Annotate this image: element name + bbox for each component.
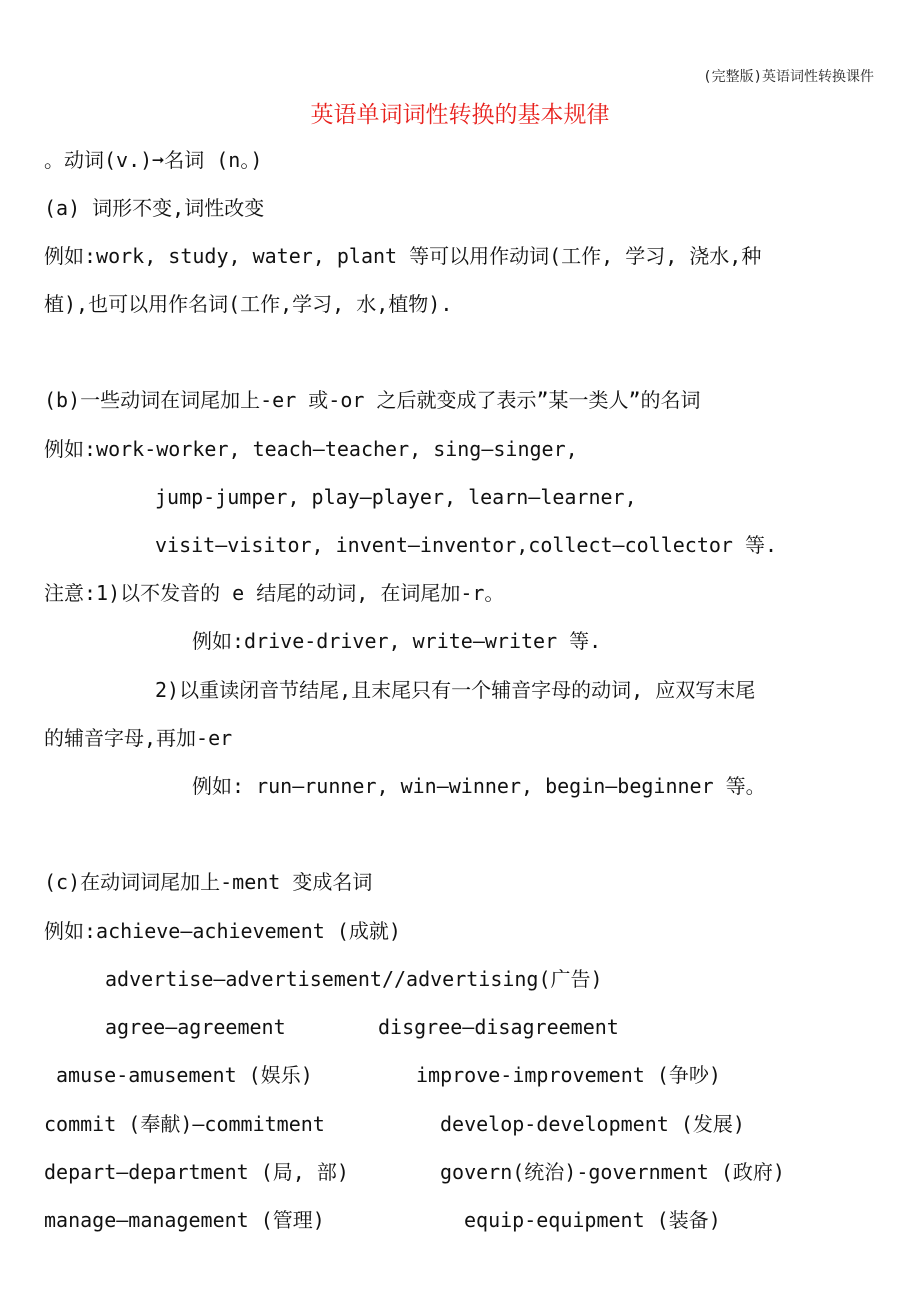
- example-pair-right: develop-development (发展): [440, 1112, 745, 1136]
- note-2-example: 例如: run—runner, win—winner, begin—beginner 等。: [192, 774, 766, 798]
- subsection-a-example-line1: 例如:work, study, water, plant 等可以用作动词(工作, 学习, 浇水,种: [44, 244, 762, 268]
- subsection-b-example-line2: jump-jumper, play—player, learn—learner,: [155, 485, 637, 509]
- subsection-a-example-line2: 植),也可以用作名词(工作,学习, 水,植物).: [44, 292, 453, 316]
- note-1: 注意:1)以不发音的 e 结尾的动词, 在词尾加-r。: [44, 581, 505, 605]
- subsection-b-heading: (b)一些动词在词尾加上-er 或-or 之后就变成了表示”某一类人”的名词: [44, 388, 701, 412]
- subsection-c-example-line2: advertise—advertisement//advertising(广告): [105, 967, 603, 991]
- example-pair-right: govern(统治)-government (政府): [440, 1160, 785, 1184]
- example-pair-right: equip-equipment (装备): [464, 1208, 721, 1232]
- example-pair-right: improve-improvement (争吵): [416, 1063, 721, 1087]
- note-2-line2: 的辅音字母,再加-er: [44, 726, 233, 750]
- document-title: 英语单词词性转换的基本规律: [310, 102, 610, 128]
- subsection-b-example-line1: 例如:work-worker, teach—teacher, sing—singer,: [44, 437, 578, 461]
- example-pair-left: commit (奉献)—commitment: [44, 1112, 325, 1136]
- example-pair-left: amuse-amusement (娱乐): [56, 1063, 313, 1087]
- subsection-a-heading: (a) 词形不变,词性改变: [44, 196, 265, 220]
- subsection-c-example-line1: 例如:achieve—achievement (成就): [44, 919, 401, 943]
- section-heading-verb-to-noun: 。动词(v.)➞名词 (n。): [44, 148, 263, 172]
- example-pair-left: agree—agreement: [105, 1015, 286, 1039]
- page-header: (完整版)英语词性转换课件: [703, 69, 874, 85]
- note-2-line1: 2)以重读闭音节结尾,且末尾只有一个辅音字母的动词, 应双写末尾: [155, 678, 756, 702]
- note-1-example: 例如:drive-driver, write—writer 等.: [192, 629, 602, 653]
- example-pair-left: manage—management (管理): [44, 1208, 325, 1232]
- subsection-b-example-line3: visit—visitor, invent—inventor,collect—collector 等.: [155, 533, 778, 557]
- example-pair-right: disgree—disagreement: [378, 1015, 619, 1039]
- example-pair-left: depart—department (局, 部): [44, 1160, 349, 1184]
- subsection-c-heading: (c)在动词词尾加上-ment 变成名词: [44, 870, 373, 894]
